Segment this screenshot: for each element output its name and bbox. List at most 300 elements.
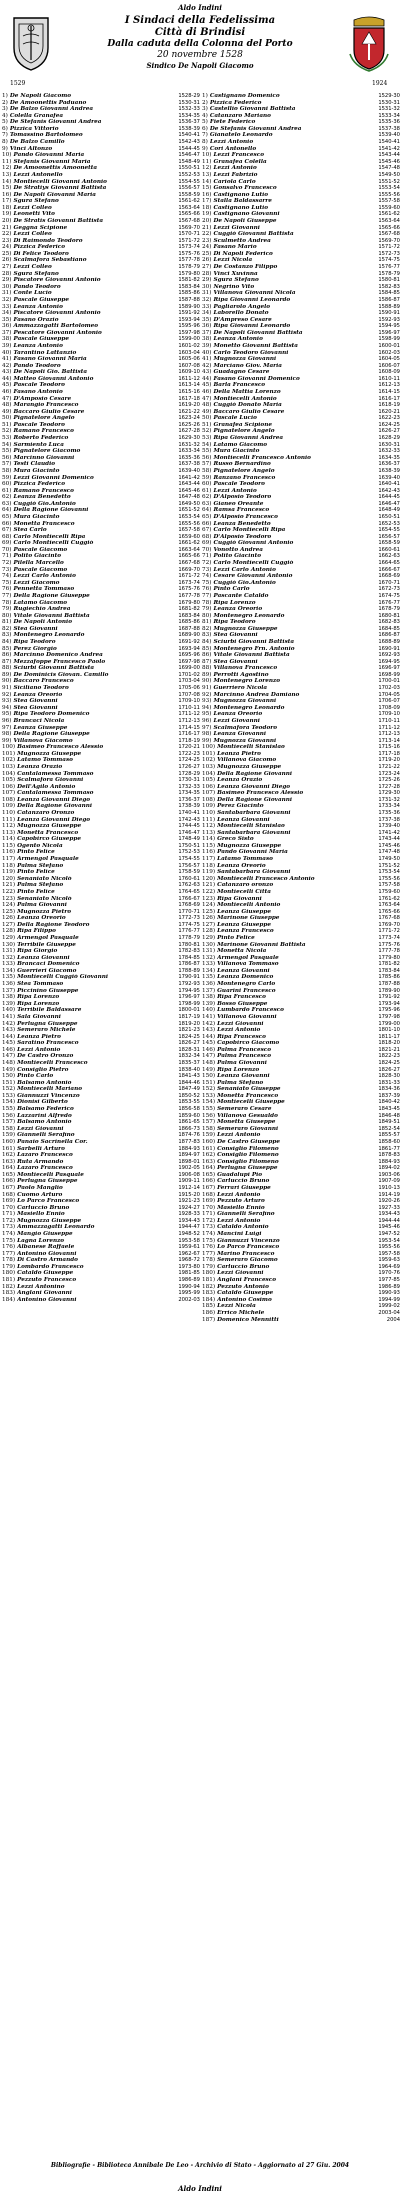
mayor-name: Marangio Francesco [13,402,79,409]
term-years: 1738-39 [178,803,200,810]
term-years: 1594-95 [378,323,400,330]
term-years: 1712-13 [178,717,200,724]
list-item [2,797,200,804]
term-years: 1584-85 [378,290,400,297]
term-years: 1744-45 [178,823,200,830]
list-item [202,415,400,422]
mayor-name: Gianatelo Leonardo [209,132,273,139]
list-item [202,823,400,830]
list-item [2,790,200,797]
term-years: 1708-09 [378,704,400,711]
term-years: 1565-66 [378,224,400,231]
entry-number: 13) [2,171,12,178]
term-years: 1751-52 [378,862,400,869]
list-item [202,961,400,968]
list-item [202,1211,400,1218]
mayor-name: Stea Giovanni [13,625,58,632]
entry-number: 7) [202,132,208,139]
list-item [2,1014,200,1021]
list-item [202,1264,400,1271]
entry-number: 58) [202,467,212,474]
mayor-name: Leanza Giuseppe [217,921,271,928]
mayor-name: Laborello Donato [213,310,269,317]
entry-number: 91) [202,685,212,692]
list-item [2,422,200,429]
list-item [202,711,400,718]
list-item [202,751,400,758]
entry-number: 180) [202,1270,216,1277]
entry-number: 147) [2,1053,16,1060]
list-item [2,593,200,600]
list-item [202,981,400,988]
mayor-name: Terribile Giuseppe [17,941,76,948]
mayor-name: Pascale Lucio [213,415,257,422]
mayor-name: Consiglio Filomeno [217,1152,279,1159]
term-years: 1877-83 [178,1138,200,1145]
list-item [202,909,400,916]
entry-number: 1) [2,93,8,99]
term-years: 1768-69 [178,902,200,909]
list-item [2,521,200,528]
mayor-name: Lezzi Giovanni [213,224,260,231]
mayor-name: Pignatelore Angelo [213,467,275,474]
entry-number: 109) [202,803,216,810]
list-item [202,889,400,896]
entry-number: 97) [2,724,12,731]
term-years: 1678-79 [378,606,400,613]
list-item [2,1027,200,1034]
mayor-name: Mugnozza Giuseppe [217,842,282,849]
entry-number: 185) [202,1303,216,1310]
list-item [2,119,200,126]
mayor-name: Balsamo Antonio [17,1119,72,1126]
term-years: 1866-73 [178,1125,200,1132]
term-years: 1750-51 [178,842,200,849]
entry-number: 142) [202,1020,216,1027]
term-years: 1620-21 [378,408,400,415]
mayor-name: Di Felice Teodoro [13,250,69,257]
list-item [202,744,400,751]
list-item [202,290,400,297]
entry-number: 176) [202,1244,216,1251]
list-item [2,692,200,699]
entry-number: 55) [2,448,12,455]
term-years: 1578-79 [378,270,400,277]
term-years: 1731-32 [378,796,400,803]
term-years: 1591-92 [178,310,200,317]
entry-number: 95) [202,711,212,718]
mayor-name: Cantalamessa Tommaso [17,790,94,797]
term-years: 1592-93 [378,316,400,323]
year-left: 1529 [10,80,26,87]
entry-number: 84) [2,638,12,645]
list-item [2,646,200,653]
term-years: 1599-00 [178,336,200,343]
mayor-name: Leanza Giuseppe [13,724,68,731]
mayor-name: Montiecelli Antonio [213,395,277,402]
entry-number: 3) [2,106,8,113]
entry-number: 110) [2,810,16,817]
entry-number: 113) [2,829,16,836]
entry-number: 27) [202,264,212,271]
entry-number: 103) [202,763,216,770]
mayor-name: Sgura Stefano [13,198,59,205]
entry-number: 9) [202,145,208,152]
list-item [2,317,200,324]
list-item [202,455,400,462]
entry-number: 187) [202,1316,216,1323]
mayor-name: De Napoli Giuseppe [213,217,277,224]
list-item [2,159,200,166]
term-years: 1927-33 [378,1204,400,1211]
mayor-name: Montenegro Leonardo [13,632,85,639]
term-years: 1781-82 [378,961,400,968]
entry-number: 65) [2,514,12,520]
term-years: 1687-88 [178,625,200,632]
entry-number: 107) [2,790,16,797]
entry-number: 69) [202,540,212,547]
mayor-name: Carluccio Bruno [217,1178,270,1185]
term-years: 1676-77 [378,599,400,606]
mayor-name: Leanza Giovanni Diego [17,816,91,823]
term-years: 1602-03 [378,349,400,356]
term-years: 1689-90 [178,632,200,639]
mayor-name: Dionisi Gilberto [17,1099,68,1106]
mayor-name: Montiecelli Francesco Antonio [213,454,311,461]
term-years: 1764-65 [178,888,200,895]
mayor-name: Castignano Lutio [213,191,269,198]
entry-number: 134) [202,967,216,974]
term-years: 1955-56 [378,1244,400,1251]
entry-number: 77) [202,592,212,599]
mayor-name: Ramano Francesco [13,487,74,494]
entry-number: 83) [2,632,12,639]
entry-number: 10) [202,152,212,159]
entry-number: 48) [2,402,12,409]
term-years: 1612-13 [378,382,400,389]
entry-number: 145) [2,1040,16,1047]
entry-number: 68) [202,533,212,540]
term-years: 1818-20 [378,1040,400,1047]
term-years: 2004 [386,1316,400,1323]
term-years: 1884-93 [378,1158,400,1165]
list-item [2,1152,200,1159]
term-years: 1737-38 [378,816,400,823]
term-years: 1683-84 [178,612,200,619]
entry-number: 90) [202,678,212,685]
list-item [2,882,200,889]
term-years: 1824-25 [378,1059,400,1066]
list-item [2,1264,200,1271]
term-years: 1665-66 [178,553,200,560]
mayor-name: Baccaro Giulio Cesare [13,408,85,415]
mayor-name: Stefanis Giovanni Maria [13,158,91,165]
entry-number: 12) [202,165,212,172]
term-years: 1763-64 [378,902,400,909]
mayor-name: Lagna Lorenzo [17,1237,65,1244]
term-years: 1821-23 [178,1027,200,1034]
mayor-name: Castignano Domenico [209,93,280,99]
term-years: 1711-12 [378,724,400,731]
mayor-name: Marcinno Andrea Damiano [213,691,300,698]
list-item [202,146,400,153]
term-years: 1699-00 [178,665,200,672]
term-years: 1831-33 [378,1079,400,1086]
list-item [202,257,400,264]
entry-number: 152) [202,1086,216,1093]
mayor-name: Mugnozza Giuseppe [17,823,82,830]
list-item [202,1099,400,1106]
list-item [202,481,400,488]
list-item [202,988,400,995]
list-item [202,271,400,278]
list-item [2,744,200,751]
list-item [2,626,200,633]
list-item [2,1001,200,1008]
entry-number: 165) [2,1171,16,1178]
entry-number: 3) [202,106,208,113]
entry-number: 35) [202,316,212,323]
term-years: 1944-47 [178,1224,200,1231]
list-item [202,1205,400,1212]
term-years: 1811-17 [378,1033,400,1040]
term-years: 1569-70 [378,237,400,244]
term-years: 1656-57 [378,533,400,540]
term-years: 1914-19 [378,1191,400,1198]
mayor-name: Leanza Antonio [13,342,63,349]
list-item [202,678,400,685]
list-item [2,896,200,903]
mayor-name: Montiecelli Francesco Antonio [217,875,315,882]
term-years: 1800-01 [178,1007,200,1014]
entry-number: 98) [2,731,12,738]
entry-number: 40) [2,349,12,356]
term-years: 1662-63 [378,553,400,560]
list-item [2,823,200,830]
entry-number: 50) [202,415,212,422]
term-years: 1658-59 [378,540,400,547]
term-years: 1630-31 [378,441,400,448]
list-item [202,1165,400,1172]
mayor-name: Scalmafora Giovanni [17,777,84,784]
term-years: 1707-08 [178,691,200,698]
mayor-name: Stalla Baldassarre [213,198,272,205]
list-item [2,1165,200,1172]
mayor-name: Carlo Montiecelli Cuggiò [213,560,294,567]
entry-number: 33) [2,303,12,310]
entry-number: 105) [2,777,16,784]
term-years: 1664-65 [378,560,400,567]
mayor-name: Monetta Nicola [217,948,267,955]
entry-number: 178) [2,1257,16,1264]
list-item [202,573,400,580]
list-item [2,218,200,225]
term-years: 1549-50 [378,171,400,178]
entry-number: 116) [202,849,216,856]
term-years: 1606-07 [378,362,400,369]
mayor-name: Terribile Baldassare [17,1007,82,1014]
list-item [2,771,200,778]
mayor-name: Montenegro Leonardo [213,612,285,619]
entry-number: 169) [2,1198,16,1205]
list-item [202,902,400,909]
term-years: 1959-63 [378,1257,400,1264]
mayor-name: Fasano Antonio [13,389,63,396]
entry-number: 72) [202,560,212,567]
mayor-name: Leanza Giovanni Diego [217,783,291,790]
list-item [202,994,400,1001]
list-item [202,192,400,199]
term-years: 1861-77 [378,1145,400,1152]
entry-number: 62) [202,494,212,501]
mayor-name: Latamo Giacomo [213,441,268,448]
entry-number: 20) [2,217,12,224]
list-item [202,665,400,672]
entry-number: 74) [202,573,212,580]
term-years: 1799-00 [378,1020,400,1027]
mayor-name: Pando Teodoro [13,362,61,369]
mayor-name: Palma Stefano [17,882,64,889]
entry-number: 127) [2,921,16,928]
term-years: 1540-41 [178,132,200,139]
entry-number: 130) [202,941,216,948]
entry-number: 171) [2,1211,16,1218]
entry-number: 121) [2,882,16,889]
mayor-name: Guarini Francesco [217,987,276,994]
term-years: 1834-36 [378,1086,400,1093]
mayor-name: Gianeo Oreante [213,500,264,507]
mayor-name: Perez Giorgio [13,645,57,652]
mayor-name: Perez Giacinto [217,803,264,810]
list-item [2,784,200,791]
term-years: 1669-70 [178,566,200,573]
list-item [2,810,200,817]
mayor-name: Montiecelli Pasquale [17,1171,84,1178]
list-item [2,1080,200,1087]
list-item [2,665,200,672]
coat-of-arms-left [10,14,52,72]
mayor-name: Lezzi Carlo Antonio [13,573,76,580]
entry-number: 141) [2,1013,16,1020]
term-years: 1801-10 [378,1027,400,1034]
entry-number: 93) [2,698,12,705]
term-years: 1850-52 [178,1092,200,1099]
term-years: 1636-37 [378,461,400,468]
mayor-name: Mugnozza Giuseppe [17,750,82,757]
list-item [202,514,400,521]
list-item [202,132,400,139]
term-years: 1755-56 [378,875,400,882]
entry-number: 125) [202,908,216,915]
entry-number: 183) [2,1290,16,1297]
entry-number: 168) [2,1191,16,1198]
title-line-5: Sindico De Napoli Giacomo [146,61,254,70]
term-years: 1542-43 [178,139,200,146]
entry-number: 2) [202,99,208,106]
list-item [2,540,200,547]
mayor-name: Fasano Mario [213,244,257,251]
mayor-name: Lezzi Colleo [13,231,52,238]
list-item [2,764,200,771]
term-years: 1530-31 [378,99,400,106]
entry-number: 93) [202,698,212,705]
entry-number: 151) [202,1079,216,1086]
term-years: 1973-80 [178,1263,200,1270]
mayor-name: Cuggiò Gio.Antonio [13,500,76,507]
term-years: 1769-70 [378,921,400,928]
list-item [202,119,400,126]
list-item [202,1284,400,1291]
list-item [202,922,400,929]
list-item [202,1310,400,1317]
mayor-name: Ripa Lorenzo [217,1066,260,1073]
term-years: 1921-23 [178,1198,200,1205]
list-item [2,1178,200,1185]
entry-number: 17) [2,198,12,205]
author-top: Aldo Indini [178,3,222,12]
mayor-name: Della Ragione Giovanni [217,770,293,777]
mayor-name: Cuggiò Donato Maria [213,402,282,409]
list-item [2,323,200,330]
mayor-name: Antonino Giovanni [17,1250,77,1257]
list-item [2,402,200,409]
mayor-name: Roberto Federico [13,435,69,442]
entry-number: 88) [202,665,212,672]
list-item [2,1224,200,1231]
term-years: 1543-44 [378,152,400,159]
mayor-name: De Napoli Antonio [13,619,73,626]
term-years: 1580-81 [378,277,400,284]
list-item [2,343,200,350]
mayor-name: Semeraro Cesare [217,1106,272,1113]
entry-number: 56) [202,454,212,461]
term-years: 1651-52 [178,507,200,514]
mayor-name: Ripa Teodoro Domenico [13,711,90,718]
list-item [202,179,400,186]
list-item [202,1060,400,1067]
list-item [202,646,400,653]
term-years: 1532-33 [178,106,200,113]
mayor-name: Latamo Giacomo [13,599,68,606]
term-years: 2003-04 [378,1309,400,1316]
mayor-name: Di Raimondo Teodoro [13,237,83,244]
mayor-name: Granafea Scipione [213,421,272,428]
mayor-name: Carluccio Bruno [17,1204,70,1211]
mayor-name: Polito Giacinto [13,553,61,560]
entry-number: 32) [2,296,12,303]
list-item [202,1021,400,1028]
mayor-name: Cuomo Arturo [17,1191,63,1198]
mayor-name: Lezzi Fabrizio [213,171,258,178]
list-item [202,560,400,567]
list-item [202,896,400,903]
term-years: 1757-58 [378,882,400,889]
term-years: 1838-40 [178,1066,200,1073]
list-item [2,100,200,107]
mayor-name: Leanza Oreorio [217,862,266,869]
list-item [2,146,200,153]
list-item [202,1119,400,1126]
entry-number: 160) [202,1138,216,1145]
mayor-name: Rugiechio Andrea [13,606,71,613]
term-years: 1765-66 [378,908,400,915]
entry-number: 123) [2,895,16,902]
entry-number: 13) [202,171,212,178]
term-years: 1775-76 [378,941,400,948]
entry-number: 46) [2,389,12,396]
term-years: 1614-15 [378,389,400,396]
mayor-name: Panaio Sacrinella Cor. [17,1138,88,1145]
